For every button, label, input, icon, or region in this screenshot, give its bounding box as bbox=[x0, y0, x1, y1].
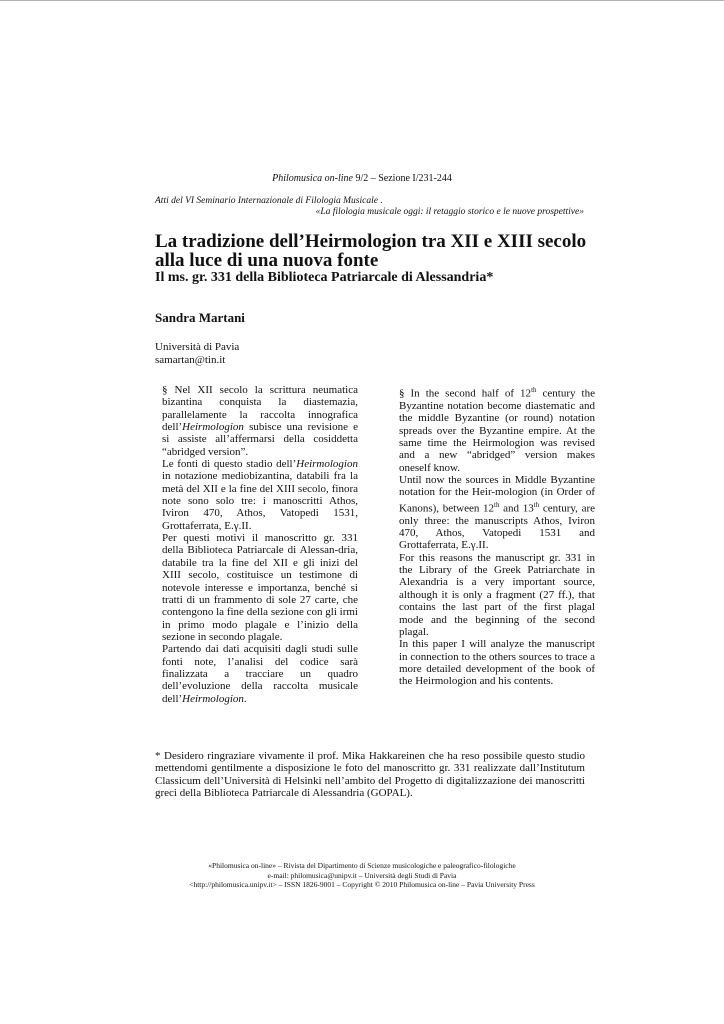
abstract-it-paragraph: Partendo dai dati acquisiti dagli studi sulle fonti note, l’analisi del codice sarà finalizzata a tracciare un quadro dell’evoluzione della raccolta musicale dell’Heirmologion. bbox=[162, 643, 358, 705]
abstract-english bbox=[399, 384, 595, 688]
abstract-en-paragraph: For this reasons the manuscript gr. 331 in the Library of the Greek Patriarchate in Alexandria is a very important source, although it is only a fragment (27 ff.), that contains the last part of the first plagal mode and the beginning of the second plagal. bbox=[399, 551, 595, 638]
article-title: La tradizione dell’Heirmologion tra XII e XIII secolo alla luce di una nuova fonte bbox=[155, 231, 587, 271]
abstract-it-paragraph: Le fonti di questo stadio dell’Heirmologion in notazione mediobizantina, databili fra la metà del XII e la fine del XIII secolo, finora note sono solo tre: i manoscritti Athos, Iviron 470, Athos, Vatopedi 1531, Grottaferrata, E.γ.II. bbox=[162, 458, 358, 532]
journal-header bbox=[0, 173, 724, 184]
author-affiliation-block bbox=[155, 341, 239, 367]
abstract-en-paragraph: Until now the sources in Middle Byzantine notation for the Heir-mologion (in Order of Kanons), between 12th and 13th century, are only three: the manuscripts Athos, Iviron 470, Athos, Vatopedi 1531 and Grottaferrata, E.γ.II. bbox=[399, 474, 595, 552]
abstract-italian bbox=[162, 384, 358, 705]
proceedings-line-1: Atti del VI Seminario Internazionale di Filologia Musicale . bbox=[155, 196, 383, 206]
journal-name: Philomusica on-line bbox=[272, 173, 353, 184]
footer-line-3: <http://philomusica.unipv.it> – ISSN 1826-9001 – Copyright © 2010 Philomusica on-line – Pavia University Press bbox=[189, 880, 535, 889]
abstract-it-paragraph: § Nel XII secolo la scrittura neumatica bizantina conquista la diastemazia, parallelamente la raccolta innografica dell’Heirmologion subisce una revisione e si assiste all’affermarsi della cosiddetta “abridged version”. bbox=[162, 384, 358, 458]
footer-line-2: e-mail: philomusica@unipv.it – Università degli Studi di Pavia bbox=[267, 870, 457, 880]
abstract-en-paragraph: In this paper I will analyze the manuscript in connection to the others sources to trace a more detailed development of the book of the Heirmologion and his contents. bbox=[399, 638, 595, 688]
affiliation: Università di Pavia bbox=[155, 341, 240, 353]
acknowledgement-footnote: * Desidero ringraziare vivamente il prof. Mika Hakkareinen che ha reso possibile questo studio mettendomi gentilmente a disposizione le foto del manoscritto gr. 331 realizzate dall’Institutum Classicum dell’Università di Helsinki nell’ambito del Progetto di digitalizzazione dei manoscritti greci della Biblioteca Patriarcale di Alessandria (GOPAL). bbox=[155, 750, 585, 800]
page-footer bbox=[0, 861, 724, 890]
author-name: Sandra Martani bbox=[155, 310, 245, 325]
article-subtitle: Il ms. gr. 331 della Biblioteca Patriarcale di Alessandria* bbox=[155, 270, 494, 285]
abstract-it-paragraph: Per questi motivi il manoscritto gr. 331 della Biblioteca Patriarcale di Alessan-dria, databile tra la fine del XII e gli inizi del XIII secolo, costituisce un testimone di notevole interesse e importanza, benché si tratti di un frammento di sole 27 carte, che contengono la fine della sezione con gli irmi in primo modo plagale e l’inizio della sezione in secondo plagale. bbox=[162, 532, 358, 643]
proceedings-line-2: «La filologia musicale oggi: il retaggio storico e le nuove prospettive» bbox=[315, 207, 584, 217]
top-rule bbox=[0, 0, 724, 1]
abstract-en-paragraph: § In the second half of 12th century the Byzantine notation become diastematic and the middle Byzantine (or round) notation spreads over the Byzantine empire. At the same time the Heirmologion was revised and a new “abridged” version makes oneself know. bbox=[399, 386, 595, 474]
journal-issue: 9/2 – Sezione I/231-244 bbox=[352, 173, 452, 184]
footer-line-1: «Philomusica on-line» – Rivista del Dipartimento di Scienze musicologiche e paleografico-filologiche bbox=[208, 861, 516, 870]
author-email[interactable]: samartan@tin.it bbox=[155, 354, 226, 366]
